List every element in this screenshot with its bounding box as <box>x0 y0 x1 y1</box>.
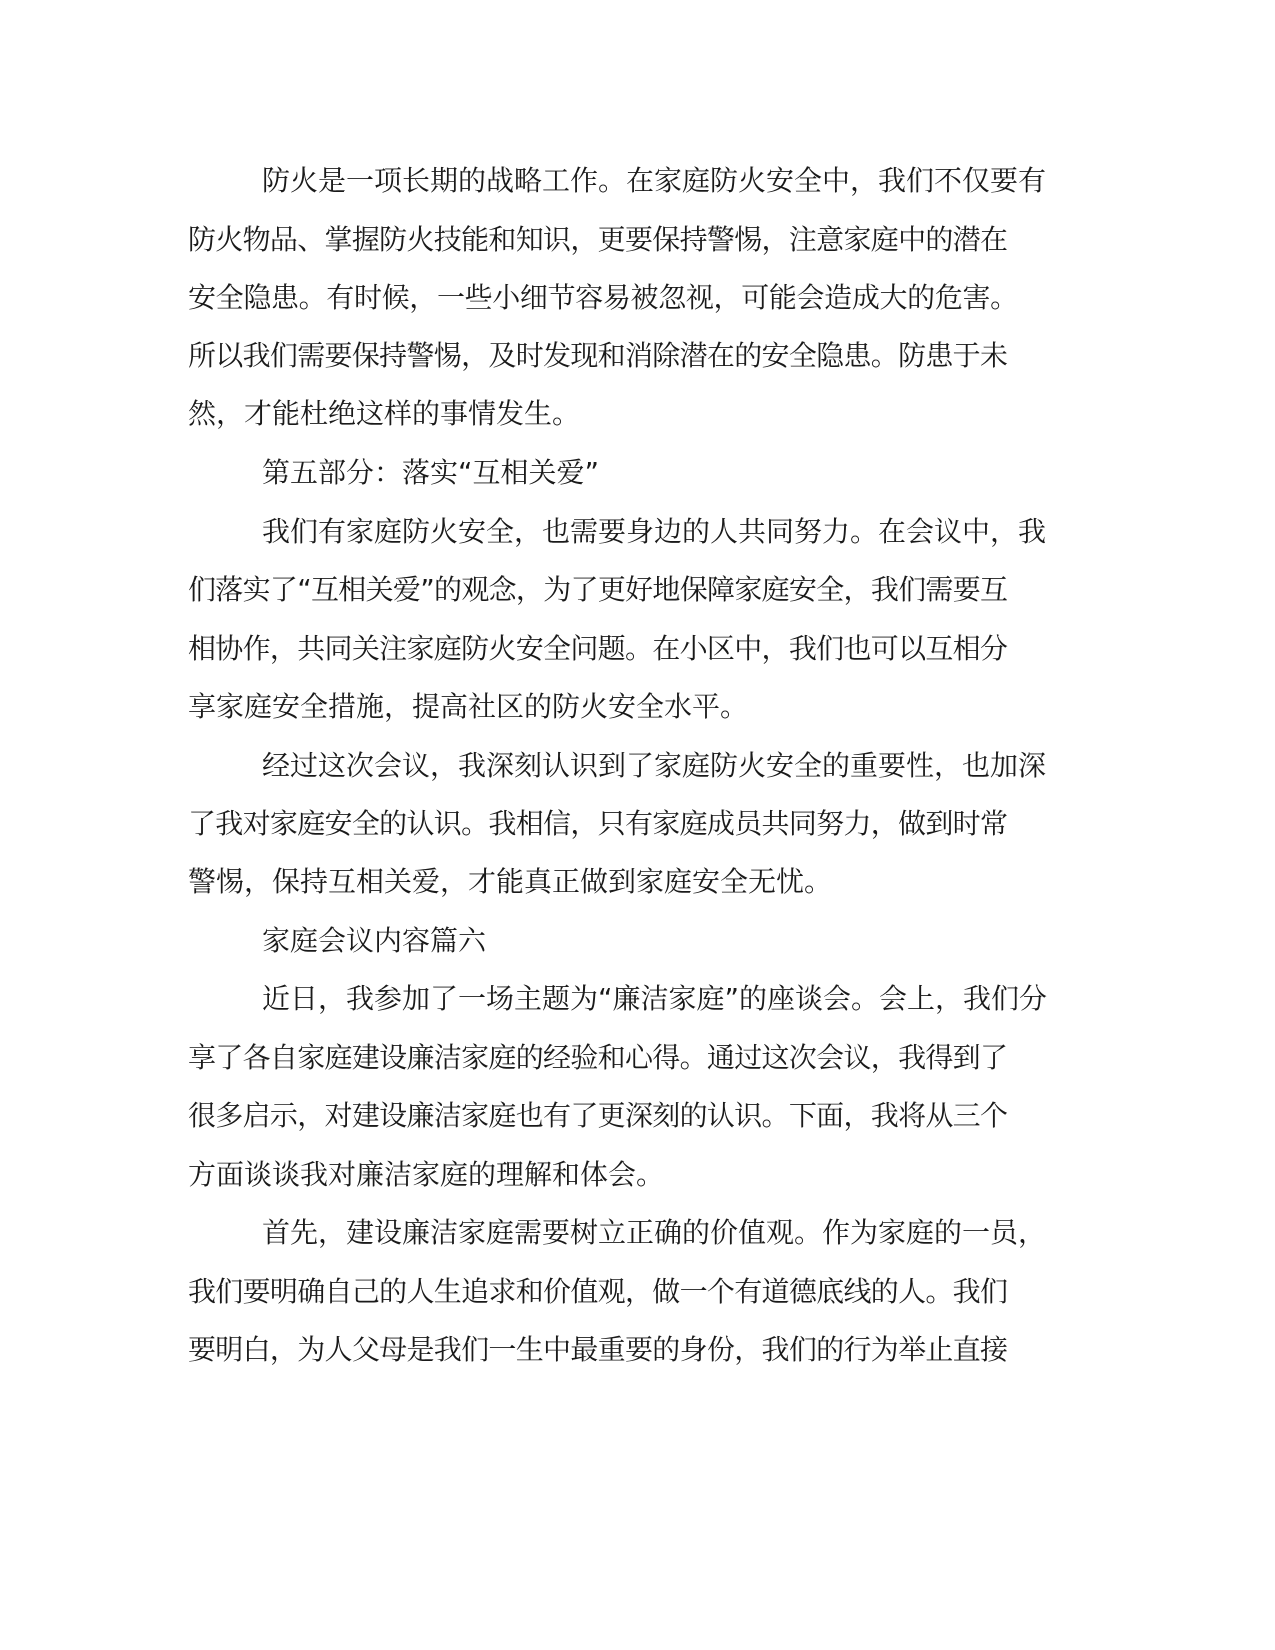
text-line <box>0 1330 1275 1370</box>
paragraph-end: 警惕，保持互相关爱，才能真正做到家庭安全无忧。 <box>188 865 833 898</box>
paragraph-text: 我们要明确自己的人生追求和价值观，做一个有道德底线的人。我们 <box>188 1275 1008 1308</box>
paragraph-text: 了我对家庭安全的认识。我相信，只有家庭成员共同努力，做到时常 <box>188 807 1008 840</box>
text-line <box>0 220 1275 260</box>
paragraph-text: 所以我们需要保持警惕，及时发现和消除潜在的安全隐患。防患于未 <box>188 339 1008 372</box>
text-line <box>0 629 1275 669</box>
section-heading-line <box>0 453 1275 493</box>
paragraph-start: 经过这次会议，我深刻认识到了家庭防火安全的重要性，也加深 <box>262 749 1047 782</box>
text-line <box>0 1038 1275 1078</box>
paragraph-text: 要明白，为人父母是我们一生中最重要的身份，我们的行为举止直接 <box>188 1333 1008 1366</box>
paragraph-end: 方面谈谈我对廉洁家庭的理解和体会。 <box>188 1158 665 1191</box>
paragraph-text: 防火物品、掌握防火技能和知识，更要保持警惕，注意家庭中的潜在 <box>188 223 1008 256</box>
text-line <box>0 1272 1275 1312</box>
text-line <box>0 278 1275 318</box>
text-line <box>0 161 1275 201</box>
text-line <box>0 746 1275 786</box>
paragraph-text: 安全隐患。有时候，一些小细节容易被忽视，可能会造成大的危害。 <box>188 281 1018 314</box>
paragraph-text: 享了各自家庭建设廉洁家庭的经验和心得。通过这次会议，我得到了 <box>188 1041 1008 1074</box>
text-line <box>0 394 1275 434</box>
paragraph-start: 首先，建设廉洁家庭需要树立正确的价值观。作为家庭的一员， <box>262 1216 1047 1249</box>
paragraph-end: 然，才能杜绝这样的事情发生。 <box>188 397 581 430</box>
text-line <box>0 570 1275 610</box>
paragraph-text: 很多启示，对建设廉洁家庭也有了更深刻的认识。下面，我将从三个 <box>188 1099 1008 1132</box>
paragraph-start: 防火是一项长期的战略工作。在家庭防火安全中，我们不仅要有 <box>262 164 1047 197</box>
text-line <box>0 804 1275 844</box>
text-line <box>0 512 1275 552</box>
section-heading: 第五部分：落实“互相关爱” <box>262 456 600 489</box>
paragraph-start: 近日，我参加了一场主题为“廉洁家庭”的座谈会。会上，我们分 <box>262 982 1048 1015</box>
paragraph-text: 们落实了“互相关爱”的观念，为了更好地保障家庭安全，我们需要互 <box>188 573 1008 606</box>
paragraph-start: 我们有家庭防火安全，也需要身边的人共同努力。在会议中，我 <box>262 515 1047 548</box>
section-heading-line <box>0 921 1275 961</box>
text-line <box>0 1096 1275 1136</box>
text-line <box>0 979 1275 1019</box>
text-line <box>0 1213 1275 1253</box>
text-line <box>0 336 1275 376</box>
text-line <box>0 1155 1275 1195</box>
text-line <box>0 687 1275 727</box>
section-heading: 家庭会议内容篇六 <box>262 924 487 957</box>
text-line <box>0 862 1275 902</box>
paragraph-text: 相协作，共同关注家庭防火安全问题。在小区中，我们也可以互相分 <box>188 632 1008 665</box>
paragraph-end: 享家庭安全措施，提高社区的防火安全水平。 <box>188 690 749 723</box>
